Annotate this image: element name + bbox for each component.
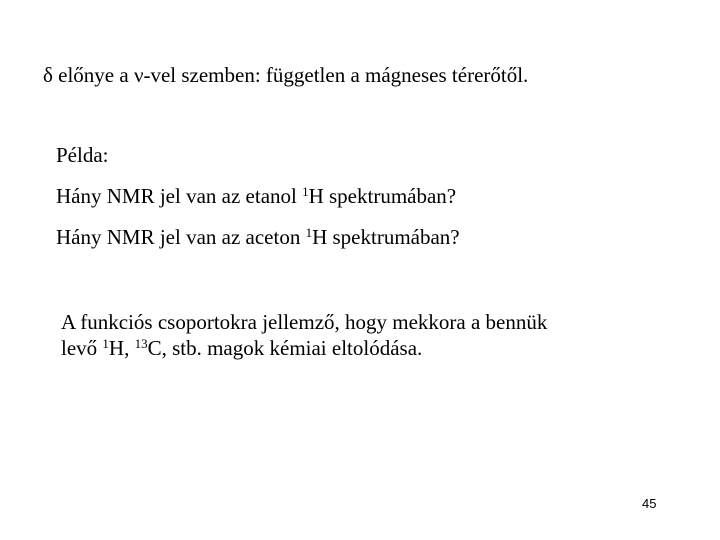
nu-symbol: ν [133, 63, 144, 87]
note-line-1: A funkciós csoportokra jellemző, hogy mekkora a bennük [61, 310, 548, 334]
note-line-2 [61, 336, 422, 360]
page-number: 45 [642, 496, 657, 511]
note-line-2-end: C, stb. magok kémiai eltolódása. [147, 336, 423, 360]
question-ethanol-after: H spektrumában? [308, 184, 457, 208]
question-ethanol [56, 184, 456, 208]
headline [43, 63, 528, 87]
note-line-2-middle: H, [108, 336, 135, 360]
example-label: Példa: [56, 143, 109, 167]
question-ethanol-superscript: 1 [302, 184, 309, 199]
note-superscript-13: 13 [134, 336, 148, 351]
question-acetone [56, 225, 460, 249]
note-superscript-1: 1 [102, 336, 109, 351]
delta-symbol: δ [43, 63, 53, 87]
chemical-shift-note [61, 309, 661, 361]
question-acetone-after: H spektrumában? [312, 225, 460, 249]
question-ethanol-before: Hány NMR jel van az etanol [56, 184, 303, 208]
headline-text-1: előnye a [52, 63, 134, 87]
headline-text-2: -vel szemben: független a mágneses térerőtől. [143, 63, 529, 87]
note-line-2-start: levő [61, 336, 103, 360]
question-acetone-superscript: 1 [305, 225, 313, 240]
question-acetone-before: Hány NMR jel van az aceton [56, 225, 306, 249]
